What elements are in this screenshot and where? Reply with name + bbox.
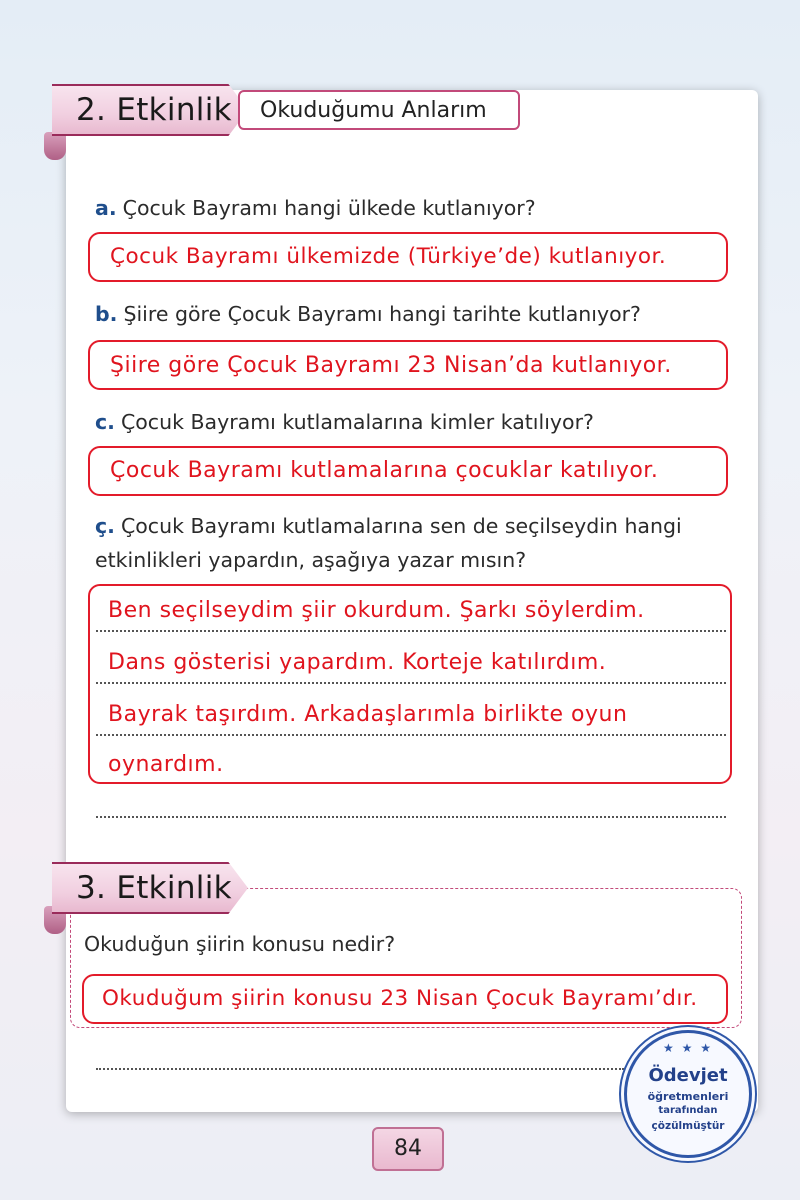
question-b-text: Şiire göre Çocuk Bayramı hangi tarihte kutlanıyor?: [123, 302, 641, 326]
activity2-title-box: [238, 90, 520, 130]
stamp-brand: Ödevjet: [648, 1065, 728, 1086]
answer-a-text: Çocuk Bayramı ülkemizde (Türkiye’de) kutlanıyor.: [110, 244, 667, 269]
writing-line: [96, 682, 726, 684]
question-cedilla-line2: etkinlikleri yapardın, aşağıya yazar mısın?: [95, 548, 527, 572]
question-a-letter: a.: [95, 196, 117, 220]
answer-cedilla-line4: oynardım.: [108, 752, 224, 777]
answer-cedilla-line2: Dans gösterisi yapardım. Korteje katılırdım.: [108, 650, 607, 675]
activity3-banner-label: 3. Etkinlik: [76, 870, 232, 906]
stamp-stars-icon: ★ ★ ★: [663, 1041, 713, 1055]
activity2-banner-label: 2. Etkinlik: [76, 92, 232, 128]
answer-cedilla-line3: Bayrak taşırdım. Arkadaşlarımla birlikte oyun: [108, 702, 628, 727]
answer-c-text: Çocuk Bayramı kutlamalarına çocuklar katılıyor.: [110, 458, 659, 483]
odevjet-stamp: [624, 1030, 752, 1158]
question-b-letter: b.: [95, 302, 118, 326]
banner-curl: [44, 132, 66, 160]
page-number: 84: [372, 1127, 444, 1171]
activity2-title: Okuduğumu Anlarım: [260, 98, 487, 123]
question-a: [95, 196, 536, 220]
stamp-line3: tarafından: [658, 1105, 718, 1116]
question-cedilla-letter: ç.: [95, 514, 115, 538]
answer-cedilla-line1: Ben seçilseydim şiir okurdum. Şarkı söylerdim.: [108, 598, 645, 623]
question-cedilla-text-line1: Çocuk Bayramı kutlamalarına sen de seçilseydin hangi: [120, 514, 682, 538]
answer-b-text: Şiire göre Çocuk Bayramı 23 Nisan’da kutlanıyor.: [110, 353, 672, 378]
stamp-line2: öğretmenleri: [647, 1090, 729, 1103]
question-cedilla: [95, 514, 682, 538]
writing-line: [96, 816, 726, 818]
question-b: [95, 302, 641, 326]
question-c-text: Çocuk Bayramı kutlamalarına kimler katılıyor?: [120, 410, 594, 434]
activity3-answer-text: Okuduğum şiirin konusu 23 Nisan Çocuk Bayramı’dır.: [102, 986, 698, 1011]
question-c-letter: c.: [95, 410, 115, 434]
stamp-line4: çözülmüştür: [651, 1120, 725, 1132]
writing-line: [96, 734, 726, 736]
question-a-text: Çocuk Bayramı hangi ülkede kutlanıyor?: [122, 196, 536, 220]
writing-line: [96, 1068, 624, 1070]
writing-line: [96, 630, 726, 632]
activity3-question: Okuduğun şiirin konusu nedir?: [84, 932, 396, 956]
question-c: [95, 410, 594, 434]
